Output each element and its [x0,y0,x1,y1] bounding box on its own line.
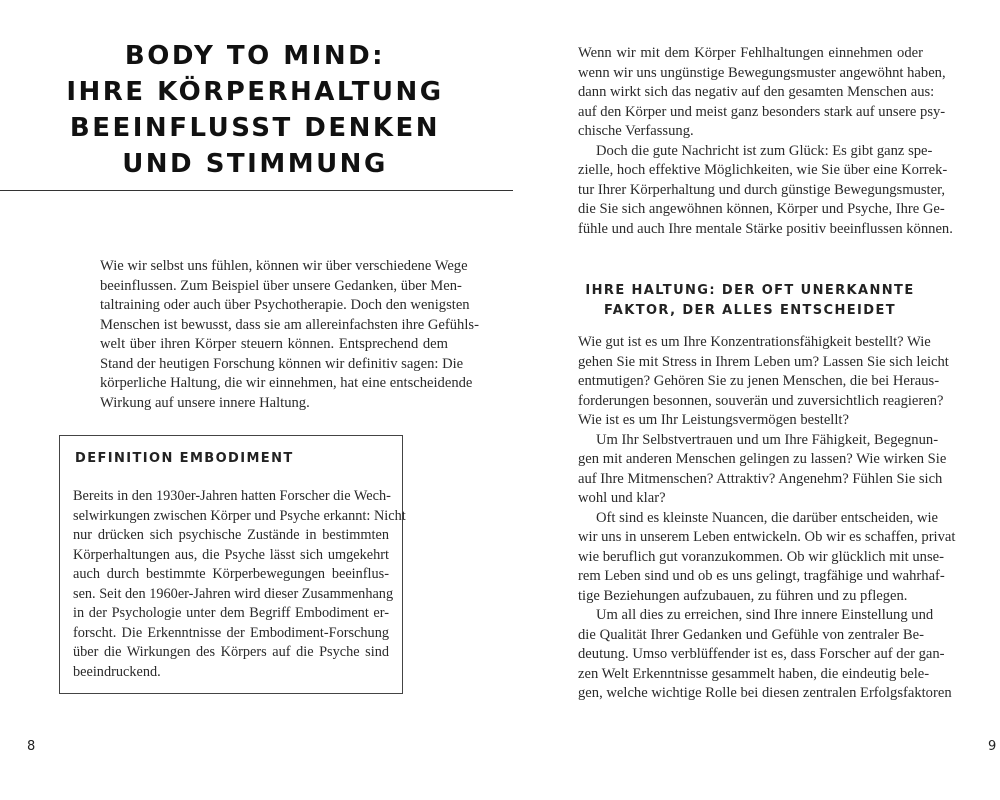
section-heading-line: FAKTOR, DER ALLES ENTSCHEIDET [603,303,897,318]
text-line: Stand der heutigen Forschung können wir definitiv sagen: Die [100,355,464,372]
text-line: Wie wir selbst uns fühlen, können wir über verschiedene Wege [100,258,468,274]
text-line: wir uns in unserem Leben entwickeln. Ob wir es schaffen, privat [578,529,956,545]
chapter-title-line: BEEINFLUSST DENKEN [69,113,441,143]
text-line: beeindruckend. [73,663,161,680]
text-line: Bereits in den 1930er-Jahren hatten Forscher die Wech- [73,488,391,504]
text-line: selwirkungen zwischen Körper und Psyche erkannt: Nicht [73,507,406,524]
text-line: Wie ist es um Ihr Leistungsvermögen bestellt? [578,412,849,428]
page-number: 9 [988,739,997,754]
text-line: gen mit anderen Menschen gelingen zu lassen? Wie wirken Sie [578,451,947,467]
text-line: auf Ihre Mitmenschen? Attraktiv? Angenehm? Fühlen Sie sich [578,470,943,487]
chapter-title-line: IHRE KÖRPERHALTUNG [66,77,444,107]
chapter-title [60,38,450,182]
text-line: taltraining oder auch über Psychotherapie. Doch den wenigsten [100,297,470,313]
text-line: die Sie sich angewöhnen können, Körper und Psyche, Ihre Ge- [578,201,945,217]
section-text [578,333,956,704]
chapter-title-line: UND STIMMUNG [122,149,388,179]
text-line: dann wirkt sich das negativ auf den gesamten Menschen aus: [578,84,935,100]
text-line: entmutigen? Gehören Sie zu jenen Menschen, die bei Heraus- [578,373,940,389]
title-divider [0,190,513,191]
definition-box-text [73,487,406,682]
text-line: Doch die gute Nachricht ist zum Glück: Es gibt ganz spe- [596,142,933,159]
page-number: 8 [27,739,36,754]
text-line: Körperhaltungen aus, die Psyche lässt sich umgekehrt [73,546,389,563]
text-line: körperliche Haltung, die wir einnehmen, hat eine entscheidende [100,375,473,391]
text-line: beeinflussen. Zum Beispiel über unsere Gedanken, über Men- [100,277,462,294]
text-line: gen, welche wichtige Rolle bei diesen zentralen Erfolgsfaktoren [578,685,952,701]
text-line: Um Ihr Selbstvertrauen und um Ihre Fähigkeit, Begegnun- [596,431,939,448]
text-line: Um all dies zu erreichen, sind Ihre innere Einstellung und [596,607,934,623]
text-line: Wenn wir mit dem Körper Fehlhaltungen einnehmen oder [578,45,923,61]
section-heading-line: IHRE HALTUNG: DER OFT UNERKANNTE [585,283,915,298]
text-line: chische Verfassung. [578,123,694,139]
text-line: Menschen ist bewusst, dass sie am allereinfachsten ihre Gefühls- [100,316,479,333]
text-line: wie beruflich gut voranzukommen. Ob wir glücklich mit unse- [578,548,944,565]
opening-text [578,44,953,239]
section-heading [580,281,920,321]
text-line: in der Psychologie unter dem Begriff Embodiment er- [73,605,389,621]
text-line: Wie gut ist es um Ihre Konzentrationsfähigkeit bestellt? Wie [578,334,931,350]
text-line: rem Leben sind und ob es uns gelingt, tragfähige und wahrhaf- [578,568,945,584]
text-line: gehen Sie mit Stress in Ihrem Leben um? Lassen Sie sich leicht [578,353,949,370]
definition-box-title: DEFINITION EMBODIMENT [75,451,294,466]
text-line: wohl und klar? [578,490,666,506]
text-line: fühle und auch Ihre mentale Stärke positiv beeinflussen können. [578,220,953,237]
text-line: zen Welt Erkenntnisse gesammelt haben, die eindeutig bele- [578,665,930,682]
text-line: zielle, hoch effektive Möglichkeiten, wie Sie über eine Korrek- [578,162,948,178]
text-line: Wirkung auf unsere innere Haltung. [100,394,310,411]
text-line: welt über ihren Körper steuern können. Entsprechend dem [100,336,448,352]
text-line: auf den Körper und meist ganz besonders stark auf unsere psy- [578,103,946,120]
text-line: wenn wir uns ungünstige Bewegungsmuster angewöhnt haben, [578,64,946,81]
text-line: nur drücken sich psychische Zustände in bestimmten [73,527,389,543]
text-line: die Qualität Ihrer Gedanken und Gefühle von zentraler Be- [578,626,924,643]
right-page [500,0,1000,800]
definition-box [59,435,406,694]
text-line: über die Wirkungen des Körpers auf die Psyche sind [73,644,389,660]
text-line: tur Ihrer Körperhaltung und durch günstige Bewegungsmuster, [578,181,946,198]
intro-paragraph [100,257,479,413]
chapter-title-line: BODY TO MIND: [124,41,386,71]
text-line: Oft sind es kleinste Nuancen, die darüber entscheiden, wie [596,509,939,526]
text-line: forscht. Die Erkenntnisse der Embodiment-Forschung [73,624,389,641]
text-line: forderungen besonnen, souverän und zuversichtlich reagieren? [578,392,944,409]
text-line: deutung. Umso verblüffender ist es, dass Forscher auf der gan- [578,646,945,662]
text-line: tige Beziehungen aufzubauen, zu führen und zu pflegen. [578,587,908,604]
text-line: auch durch bestimmte Körperbewegungen beeinflus- [73,566,389,582]
text-line: sen. Seit den 1960er-Jahren wird dieser Zusammenhang [73,585,394,602]
